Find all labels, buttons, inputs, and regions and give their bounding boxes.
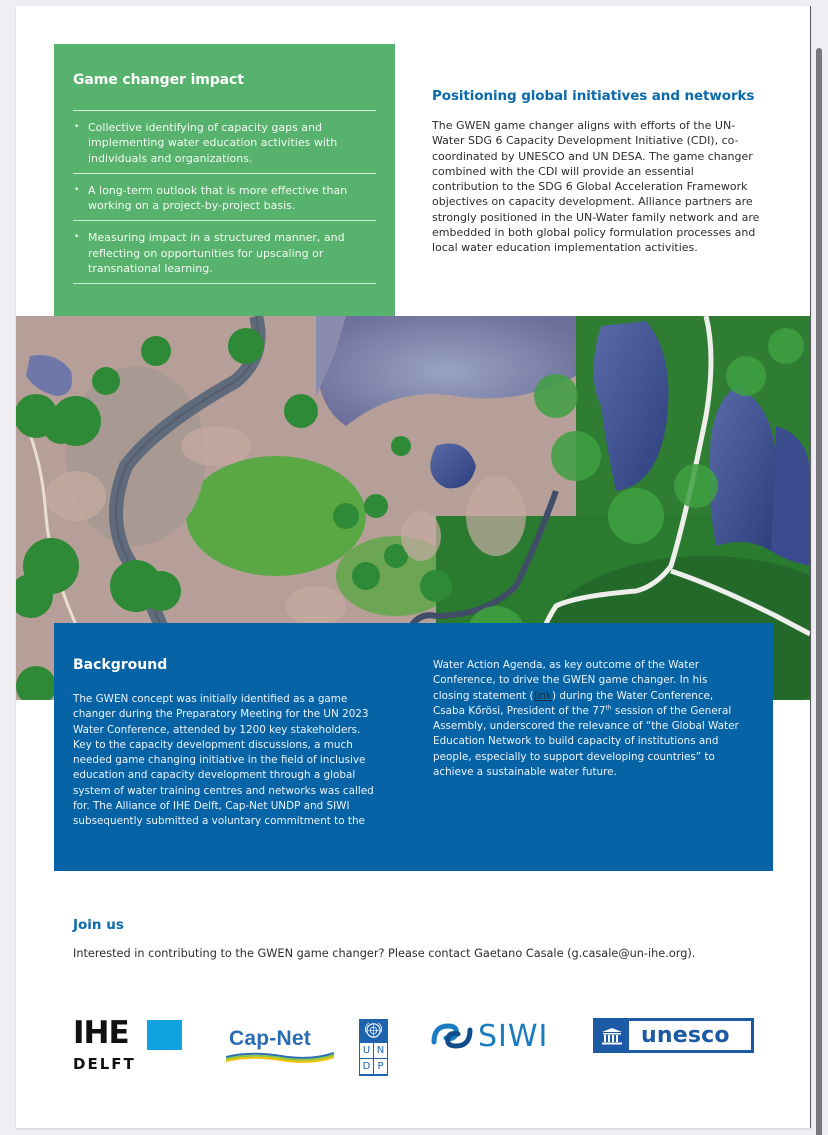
impact-title: Game changer impact [73, 72, 244, 88]
bullet-icon: • [74, 122, 80, 132]
temple-icon [601, 1027, 623, 1045]
impact-list [73, 110, 376, 284]
bullet-icon: • [74, 232, 80, 243]
unesco-logo: unesco [593, 1018, 754, 1053]
statement-link[interactable]: link [533, 689, 552, 702]
siwi-logo: SIWI [430, 1019, 552, 1055]
background-section [54, 623, 773, 871]
positioning-body: The GWEN game changer aligns with efforts of the UN-Water SDG 6 Capacity Development Initiative (CDI), co-coordinated by UNESCO and UN DESA. The game changer combined with the CDI will provide an essential contribution to the SDG 6 Global Acceleration Framework objectives on capacity development. Alliance partners are strongly positioned in the UN-Water family network and are embedded in both global policy formulation processes and local water education implementation activities. [432, 119, 760, 255]
un-emblem-icon [364, 1021, 383, 1040]
cap-net-logo: Cap-Net [226, 1027, 336, 1067]
ihe-square-icon [147, 1020, 182, 1050]
background-title: Background [73, 657, 168, 673]
background-paragraph-2: Water Action Agenda, as key outcome of the Water Conference, to drive the GWEN game changer. In his closing statement (link) during the Water Conference, Csaba Kőrösi, President of the 77th session of the General Assembly, underscored the relevance of “the Global Water Education Network to build capacity of institutions and people, especially to support developing countries” to achieve a sustainable water future. [433, 659, 739, 779]
wave-icon [226, 1049, 336, 1065]
positioning-title: Positioning global initiatives and networks [432, 88, 755, 104]
background-col-1 [73, 692, 381, 830]
join-title: Join us [73, 917, 124, 933]
join-us-section [73, 917, 773, 960]
undp-logo: U N D P [359, 1019, 388, 1076]
bullet-icon: • [74, 184, 80, 195]
game-changer-impact-box [54, 44, 395, 316]
join-body: Interested in contributing to the GWEN game changer? Please contact Gaetano Casale (g.casale@un-ihe.org). [73, 947, 696, 960]
ihe-delft-logo: IHE DELFT [73, 1019, 183, 1073]
positioning-section [432, 88, 762, 256]
background-paragraph-1: The GWEN concept was initially identified as a game changer during the Preparatory Meeting for the UN 2023 Water Conference, attended by 1200 key stakeholders. Key to the capacity development discussions, a much needed game changing initiative in the field of inclusive education and capacity development through a global system of water training centres and networks was called for. The Alliance of IHE Delft, Cap-Net UNDP and SIWI subsequently submitted a voluntary commitment to the [73, 693, 374, 828]
impact-item: • Collective identifying of capacity gaps and implementing water education activities with individuals and organizations. [73, 111, 376, 174]
impact-item: • A long-term outlook that is more effective than working on a project-by-project basis. [73, 174, 376, 222]
scrollbar-thumb[interactable] [816, 48, 822, 1135]
impact-item: • Measuring impact in a structured manner, and reflecting on opportunities for upscaling or transnational learning. [73, 221, 376, 284]
siwi-swirl-icon [430, 1020, 474, 1052]
background-col-2 [433, 658, 741, 830]
